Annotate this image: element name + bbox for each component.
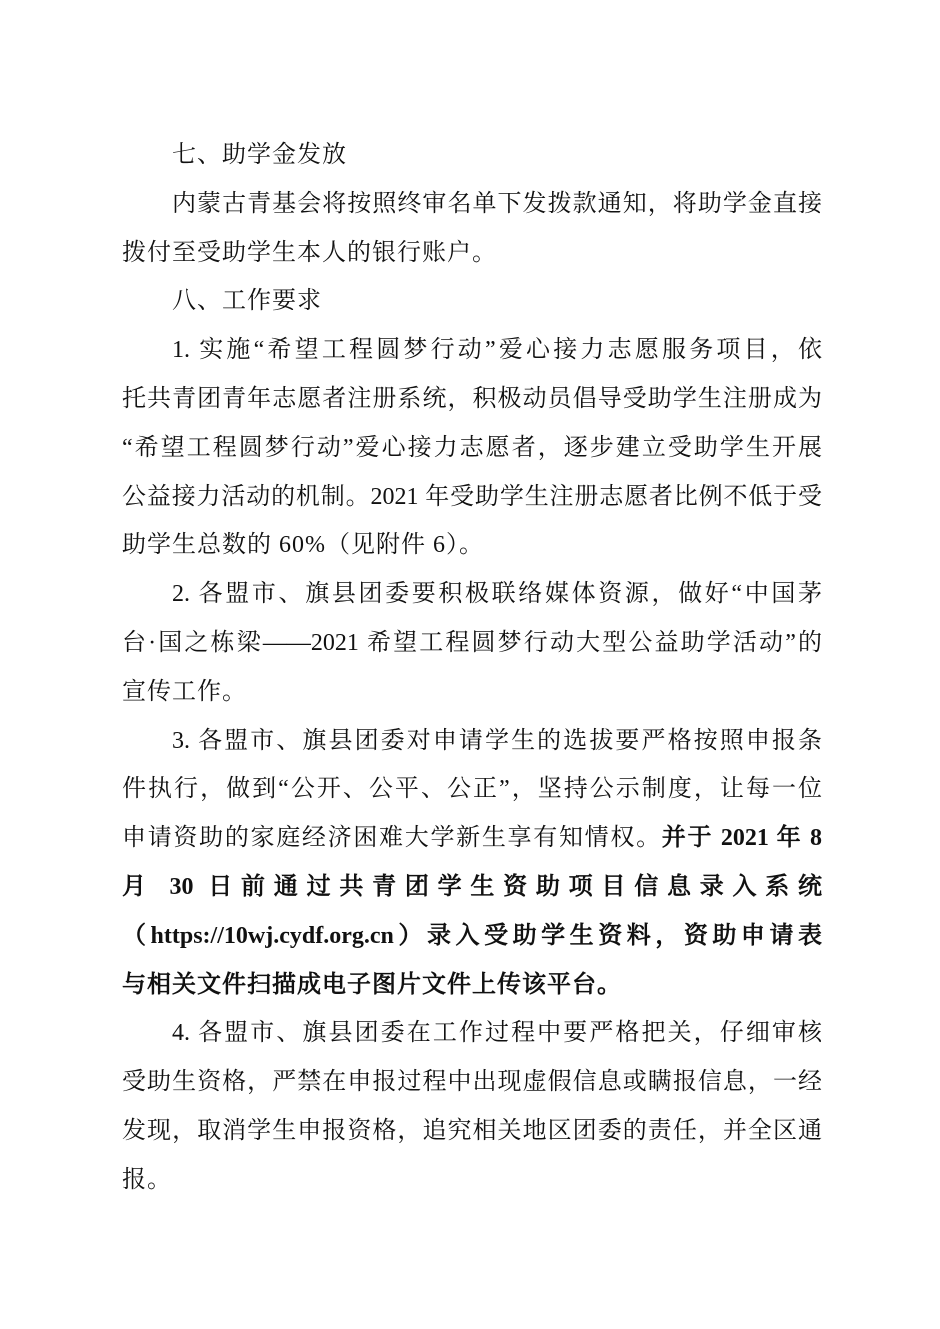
text-line: 2. 各盟市、旗县团委要积极联络媒体资源，做好“中国茅 [172,581,822,608]
text-line: 4. 各盟市、旗县团委在工作过程中要严格把关，仔细审核 [172,1020,822,1047]
section-heading: 七、助学金发放 [172,142,347,168]
document-body [122,131,822,1205]
text-line: 台·国之栋梁——2021 希望工程圆梦行动大型公益助学活动”的 [122,629,822,656]
text-line: 件执行，做到“公开、公平、公正”，坚持公示制度，让每一位 [122,776,822,803]
text-line [122,814,822,863]
text-line: “希望工程圆梦行动”爱心接力志愿者，逐步建立受助学生开展 [122,434,822,461]
text-line: 1. 实施“希望工程圆梦行动”爱心接力志愿服务项目，依 [172,337,822,364]
text-line: 托共青团青年志愿者注册系统，积极动员倡导受助学生注册成为 [122,385,822,412]
text-line: 宣传工作。 [122,678,247,705]
paragraph [122,180,822,278]
paragraph [122,326,822,570]
text-line: 内蒙古青基会将按照终审名单下发拨款通知，将助学金直接 [172,190,822,217]
text-line: 助学生总数的 60%（见附件 6）。 [122,532,484,559]
text-line: 公益接力活动的机制。2021 年受助学生注册志愿者比例不低于受 [122,483,822,510]
paragraph [122,570,822,716]
paragraph [122,717,822,1010]
bold-text-line: （https://10wj.cydf.org.cn）录入受助学生资料，资助申请表 [122,922,822,949]
section-heading: 八、工作要求 [172,288,322,315]
bold-text-line: 月 30 日前通过共青团学生资助项目信息录入系统 [122,873,822,900]
text-line: 受助生资格，严禁在申报过程中出现虚假信息或瞒报信息，一经 [122,1069,822,1096]
text-segment: 申请资助的家庭经济困难大学新生享有知情权。 [122,825,662,852]
paragraph [122,1009,822,1204]
bold-text-segment: 并于 2021 年 8 [661,825,822,852]
text-line: 拨付至受助学生本人的银行账户。 [122,239,497,266]
bold-text-line: 与相关文件扫描成电子图片文件上传该平台。 [122,971,622,998]
text-line: 报。 [122,1166,172,1193]
text-line: 发现，取消学生申报资格，追究相关地区团委的责任，并全区通 [122,1117,822,1144]
text-line: 3. 各盟市、旗县团委对申请学生的选拔要严格按照申报条 [172,727,822,754]
